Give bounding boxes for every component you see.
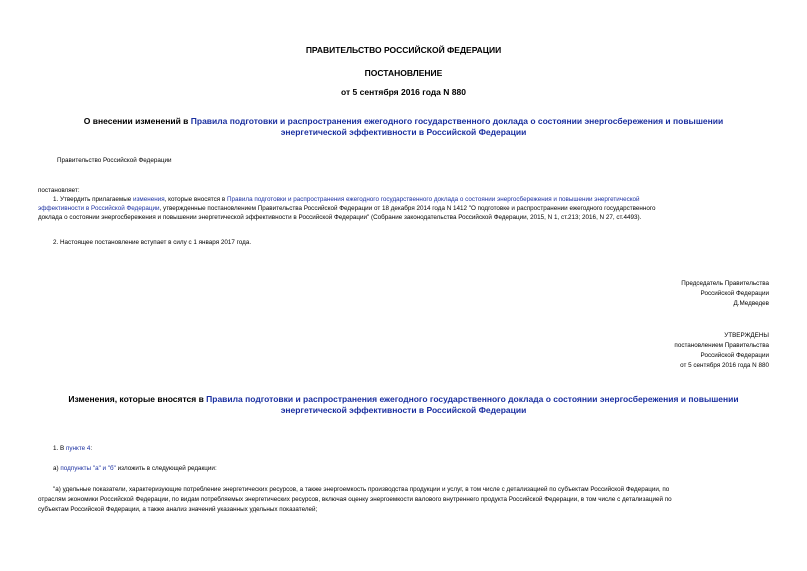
paragraph-1-line2 xyxy=(38,205,771,214)
changes-rules-link-line2[interactable]: энергетической эффективности в Российской Федерации xyxy=(280,405,527,415)
point-4-link[interactable]: пункте 4 xyxy=(65,445,91,452)
rules-link-p1[interactable]: Правила подготовки и распространения ежегодного государственного доклада о состоянии энергосбережения и повышении энергетической xyxy=(227,196,640,203)
approved-country: Российской Федерации xyxy=(700,352,769,359)
signature-country: Российской Федерации xyxy=(700,290,769,297)
change-item-a xyxy=(53,465,217,474)
rules-link[interactable]: Правила подготовки и распространения ежегодного государственного доклада о состоянии энергосбережения и повышении xyxy=(190,116,724,126)
item-a-suffix: изложить в следующей редакции: xyxy=(115,465,217,472)
doc-date-number: от 5 сентября 2016 года N 880 xyxy=(341,87,466,97)
item1-suffix: : xyxy=(90,445,93,452)
change-item-1 xyxy=(53,445,92,454)
subpoints-link[interactable]: подпункты "а" и "б" xyxy=(60,465,116,472)
p1-mid: , которые вносятся в xyxy=(164,196,228,203)
changes-rules-link[interactable]: Правила подготовки и распространения ежегодного государственного доклада о состоянии энергосбережения и повышении xyxy=(206,394,739,404)
changes-title-prefix: Изменения, которые вносятся в xyxy=(68,394,207,404)
signature-position: Председатель Правительства xyxy=(681,280,769,287)
resolves-text: постановляет: xyxy=(38,187,80,194)
approved-date: от 5 сентября 2016 года N 880 xyxy=(680,362,769,369)
item-a-prefix: а) xyxy=(53,465,61,472)
p1-approved-text: , утвержденные постановлением Правительства Российской Федерации от 18 декабря 2014 года N 1412 "О подготовке и распространении ежегодного государственного xyxy=(159,205,656,212)
quote-line-1: "а) удельные показатели, характеризующие потребление энергетических ресурсов, а также энергоемкость производства продукции и услуг, в том числе с детализацией по субъектам Российской Федерации, по xyxy=(53,486,670,493)
doc-type-heading: ПОСТАНОВЛЕНИЕ xyxy=(364,68,443,78)
org-heading: ПРАВИТЕЛЬСТВО РОССИЙСКОЙ ФЕДЕРАЦИИ xyxy=(305,45,502,55)
rules-link-p1-cont[interactable]: эффективности в Российской Федерации xyxy=(38,205,160,212)
approved-label: УТВЕРЖДЕНЫ xyxy=(724,332,769,339)
title-prefix: О внесении изменений в xyxy=(83,116,191,126)
changes-title xyxy=(0,394,807,405)
quote-line-3: субъектам Российской Федерации, а также анализ значений указанных удельных показателей; xyxy=(38,506,318,513)
item1-prefix: 1. В xyxy=(53,445,66,452)
paragraph-1-line1 xyxy=(53,196,771,205)
p1-prefix: 1. Утвердить прилагаемые xyxy=(53,196,133,203)
rules-link-line2[interactable]: энергетической эффективности в Российской Федерации xyxy=(280,127,527,137)
signature-name: Д.Медведев xyxy=(733,300,769,307)
quote-line-2: отраслям экономики Российской Федерации, по видам потребляемых энергетических ресурсов, включая оценку энергоемкости валового внутреннего продукта Российской Федерации, в том числе с детализацией по xyxy=(38,496,672,503)
paragraph-2: 2. Настоящее постановление вступает в силу с 1 января 2017 года. xyxy=(53,239,252,246)
resolution-title xyxy=(0,116,807,127)
approved-by: постановлением Правительства xyxy=(674,342,769,349)
changes-link[interactable]: изменения xyxy=(133,196,165,203)
paragraph-1-line3: доклада о состоянии энергосбережения и повышении энергетической эффективности в Российской Федерации" (Собрание законодательства Российской Федерации, 2015, N 1, ст.213; 2016, N 27, ст.4493). xyxy=(38,214,642,221)
government-text: Правительство Российской Федерации xyxy=(57,157,172,164)
